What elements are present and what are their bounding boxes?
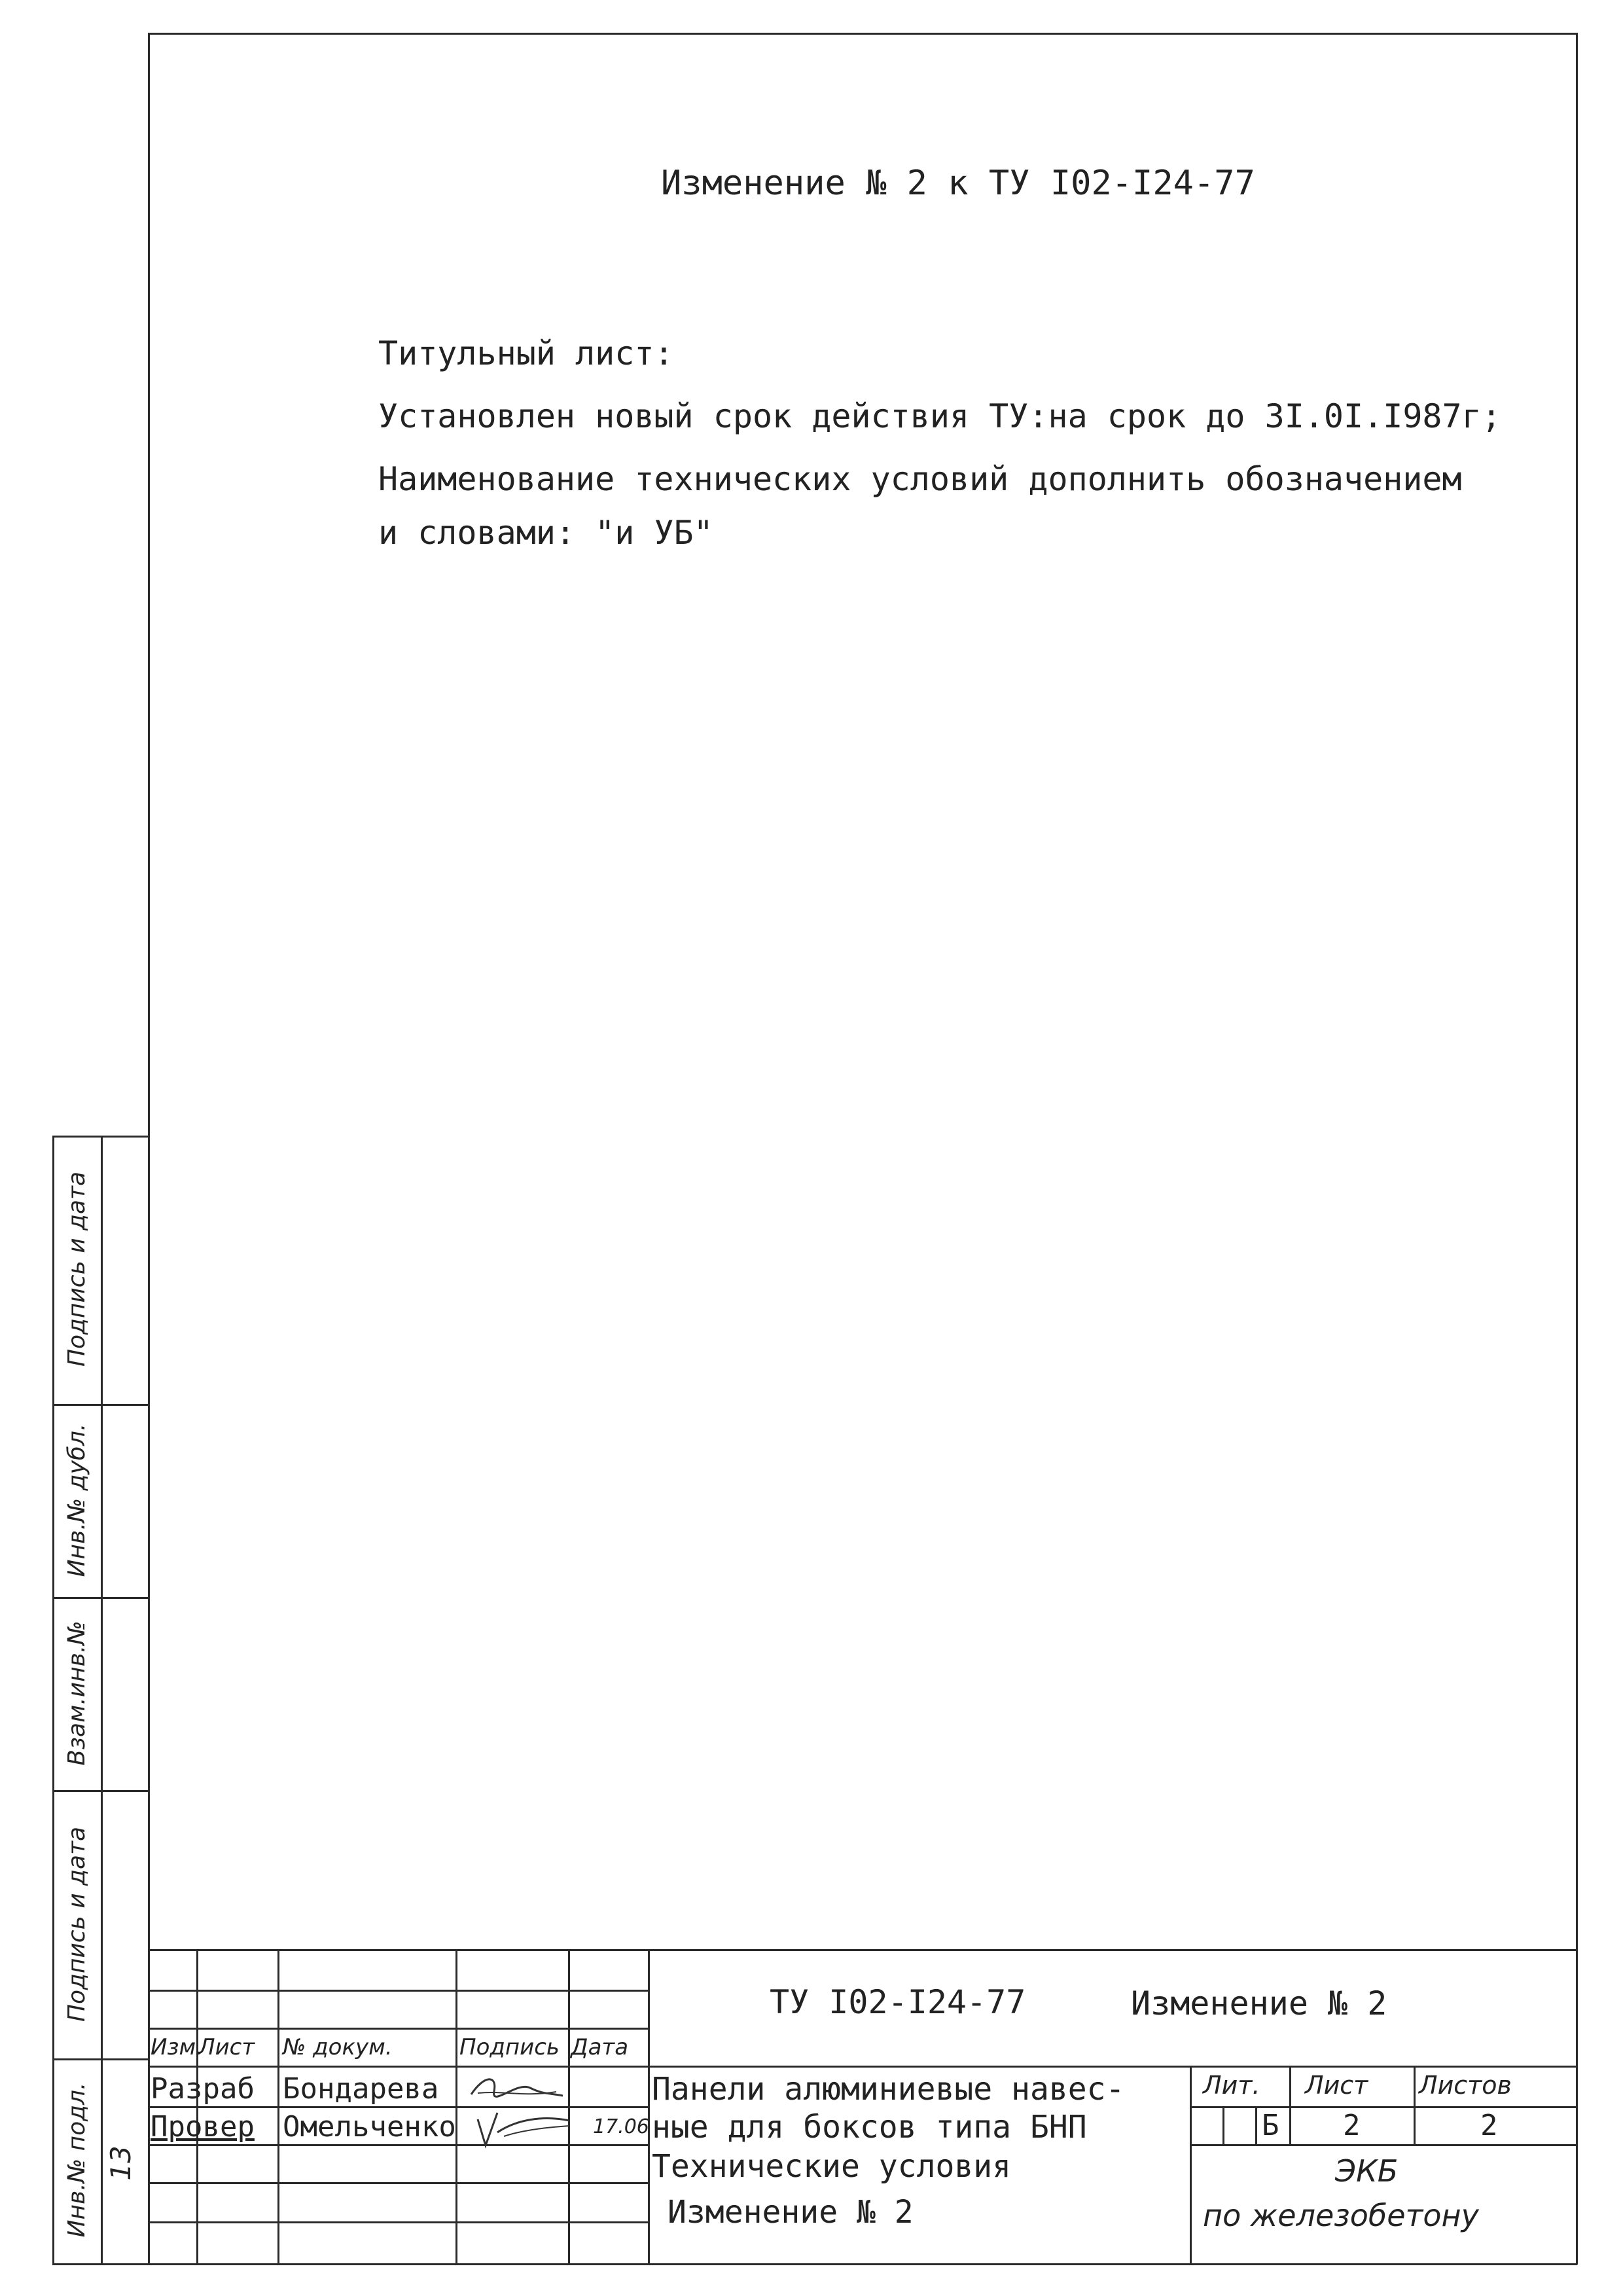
product-name-line-2: ные для боксов типа БНП xyxy=(652,2109,1087,2145)
side-stamp-divider-1 xyxy=(52,1136,149,1138)
name-developer: Бондарева xyxy=(283,2072,439,2106)
doc-designation: ТУ I02-I24-77 xyxy=(770,1983,1026,2021)
side-stamp-divider-3 xyxy=(52,1597,149,1599)
body-line-1: Титульный лист: xyxy=(378,334,674,372)
change-row-line-2 xyxy=(149,2028,648,2030)
lit-label: Лит. xyxy=(1203,2071,1260,2100)
column-header-sheet: Лист xyxy=(198,2034,255,2060)
frame-top-line xyxy=(149,33,1576,35)
title-block-top-line xyxy=(149,1949,1577,1951)
side-label-signature-date-2: Подпись и дата xyxy=(63,1826,90,2022)
body-line-3: Наименование технических условий дополнить обозначением xyxy=(378,460,1462,498)
side-stamp-outer-line xyxy=(52,1136,54,2265)
signature-checker xyxy=(471,2106,576,2152)
product-name-line-3: Технические условия xyxy=(652,2148,1012,2185)
lit-divider-2 xyxy=(1414,2066,1416,2144)
change-row-line-1 xyxy=(149,1990,648,1992)
body-line-4: и словами: "и УБ" xyxy=(378,514,713,552)
side-inv-number: 13 xyxy=(105,2145,137,2181)
organization-line-2: по железобетону xyxy=(1203,2198,1479,2233)
roles-row-line-4 xyxy=(149,2221,648,2223)
side-label-replaced-inv: Взам.инв.№ xyxy=(63,1621,90,1766)
date-checker: 17.06 xyxy=(593,2115,649,2138)
side-label-original-inv: Инв.№ подл. xyxy=(63,2082,90,2238)
signature-developer xyxy=(458,2068,569,2108)
role-checker: Провер xyxy=(151,2110,255,2144)
change-heading: Изменение № 2 к ТУ I02-I24-77 xyxy=(661,164,1255,203)
side-stamp-divider-2 xyxy=(52,1404,149,1406)
side-stamp-divider-4 xyxy=(52,1790,149,1792)
lit-header-line xyxy=(1190,2106,1577,2108)
sheet-label: Лист xyxy=(1305,2071,1368,2100)
lit-value: Б xyxy=(1262,2109,1279,2142)
column-divider-2 xyxy=(277,1949,279,2263)
frame-bottom-line xyxy=(52,2263,1577,2265)
side-label-signature-date-1: Подпись и дата xyxy=(63,1171,90,1367)
column-header-date: Дата xyxy=(571,2034,629,2060)
side-label-duplicate-inv: Инв.№ дубл. xyxy=(63,1423,90,1577)
product-name-line-1: Панели алюминиевые навес- xyxy=(652,2071,1125,2108)
sheet-value: 2 xyxy=(1343,2109,1361,2142)
lit-divider-1 xyxy=(1289,2066,1291,2144)
roles-row-line-3 xyxy=(149,2182,648,2184)
frame-left-line xyxy=(148,33,150,2265)
product-name-line-4: Изменение № 2 xyxy=(668,2194,914,2231)
organization-line-1: ЭКБ xyxy=(1335,2153,1399,2189)
side-stamp-inner-line xyxy=(101,1136,103,2265)
column-header-change: Изм. xyxy=(151,2034,203,2060)
column-divider-3 xyxy=(455,1949,457,2263)
lit-value-line xyxy=(1190,2144,1577,2146)
column-divider-5 xyxy=(648,1949,650,2263)
column-header-signature: Подпись xyxy=(459,2034,560,2060)
side-stamp-divider-5 xyxy=(52,2058,149,2060)
lit-sub-divider-2 xyxy=(1255,2106,1257,2144)
lit-divider-left xyxy=(1190,2066,1192,2263)
doc-change-number: Изменение № 2 xyxy=(1131,1984,1387,2022)
name-checker: Омельченко xyxy=(283,2110,456,2144)
column-header-document: № докум. xyxy=(283,2034,393,2060)
sheets-value: 2 xyxy=(1480,2109,1498,2142)
sheets-label: Листов xyxy=(1419,2071,1512,2100)
column-divider-1 xyxy=(196,1949,198,2263)
columns-row-line xyxy=(149,2066,1577,2068)
frame-right-line xyxy=(1576,33,1578,2265)
body-line-2: Установлен новый срок действия ТУ:на срок до 3I.0I.I987г; xyxy=(378,397,1501,435)
lit-sub-divider-1 xyxy=(1222,2106,1224,2144)
role-developer: Разраб xyxy=(151,2072,255,2106)
